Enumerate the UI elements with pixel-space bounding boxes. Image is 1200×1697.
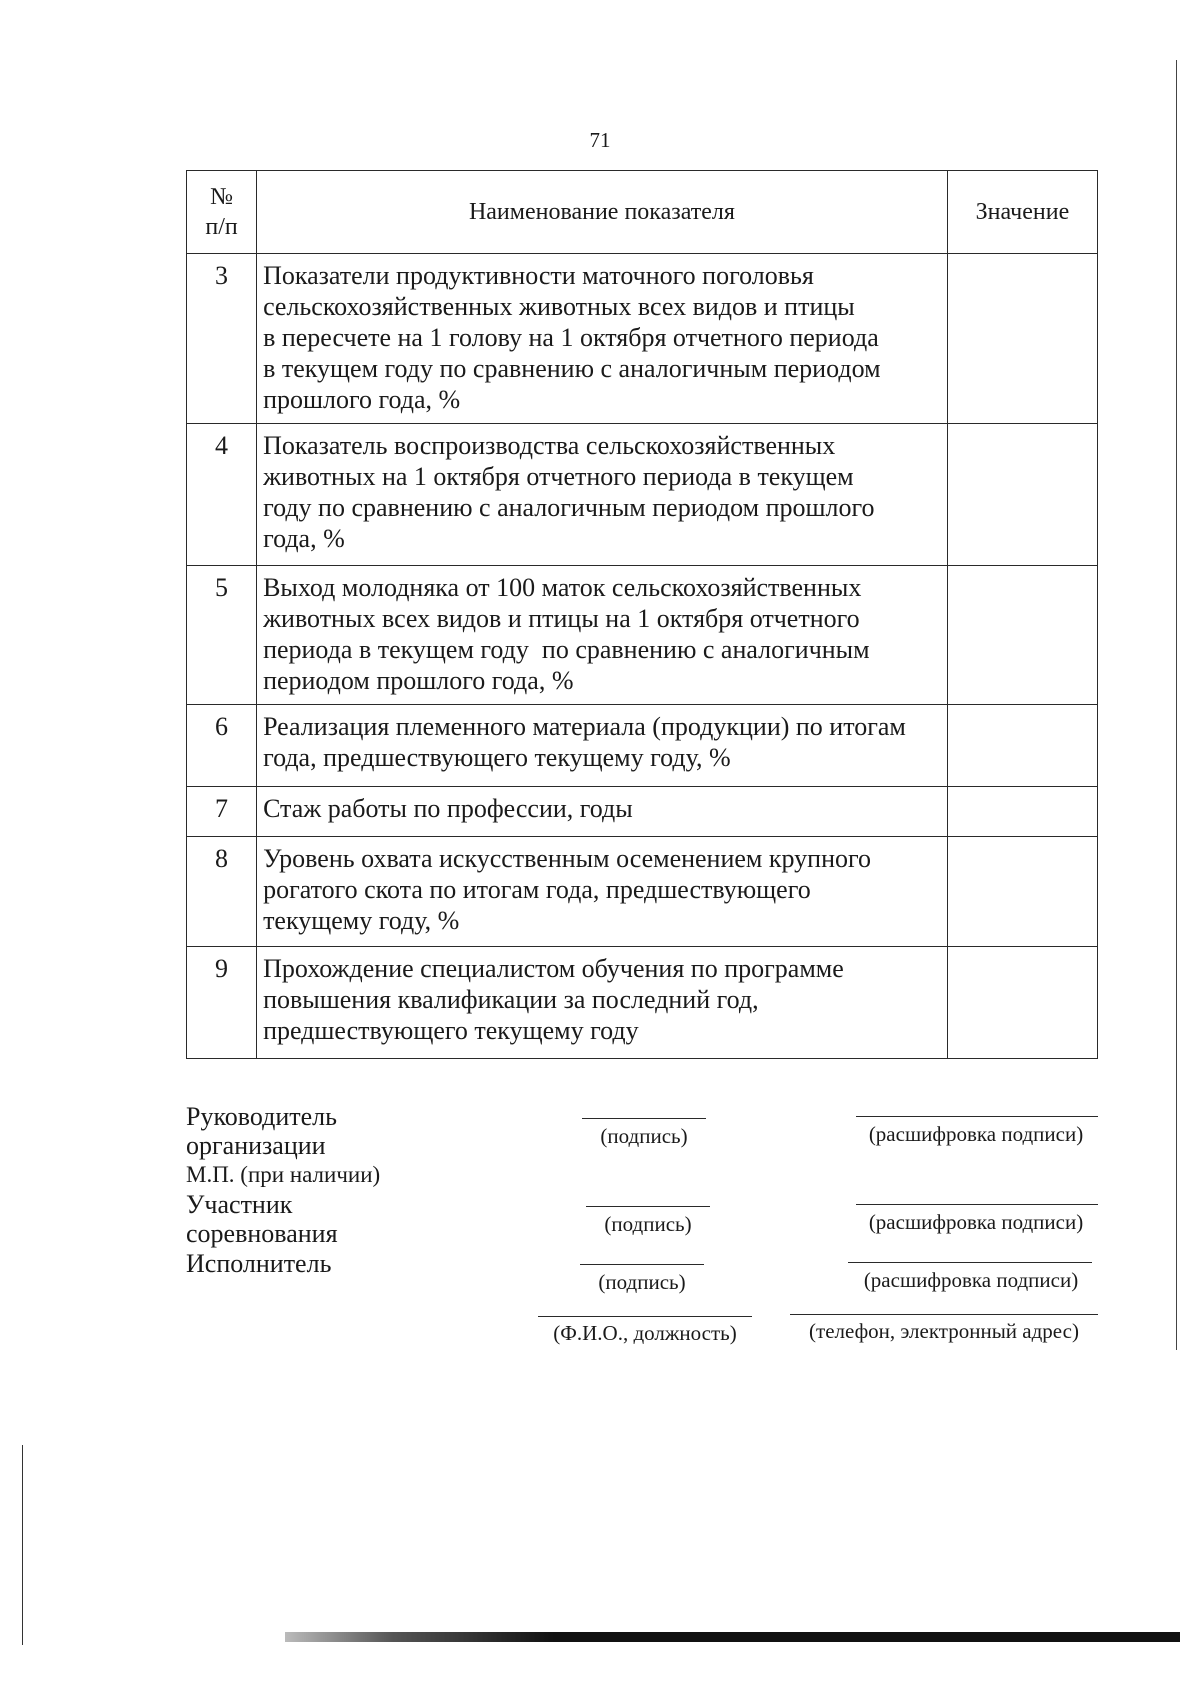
indicator-name-line: Показатель воспроизводства сельскохозяйственных <box>263 431 836 460</box>
head-decoding-caption: (расшифровка подписи) <box>868 1122 1084 1146</box>
page-number: 71 <box>589 128 611 152</box>
scan-edge-bar <box>285 1632 1180 1642</box>
scan-margin-line-left <box>22 1445 23 1645</box>
indicator-name-line: Реализация племенного материала (продукции) по итогам <box>263 712 906 741</box>
row-number: 3 <box>187 254 257 424</box>
indicator-name-line: Выход молодняка от 100 маток сельскохозяйственных <box>263 573 862 602</box>
indicator-name-line: прошлого года, % <box>263 385 461 414</box>
head-label-line1: Руководитель <box>186 1102 337 1131</box>
indicator-name-line: в пересчете на 1 голову на 1 октября отчетного периода <box>263 323 879 352</box>
indicator-name-line: в текущем году по сравнению с аналогичным периодом <box>263 354 881 383</box>
header-number-sign: № <box>210 184 233 210</box>
row-number: 9 <box>187 947 257 1059</box>
header-value: Значение <box>947 171 1097 254</box>
scan-margin-line-right <box>1176 60 1177 1350</box>
indicator-name-line: рогатого скота по итогам года, предшествующего <box>263 875 811 904</box>
executor-signature-line[interactable] <box>580 1264 704 1265</box>
header-number-abbr: п/п <box>205 214 238 240</box>
head-decoding-line[interactable] <box>856 1116 1098 1117</box>
row-number: 6 <box>187 705 257 787</box>
participant-label-line1: Участник <box>186 1190 293 1219</box>
indicator-name-line: периодом прошлого года, % <box>263 666 574 695</box>
executor-signature-caption: (подпись) <box>598 1270 686 1294</box>
row-number: 4 <box>187 424 257 566</box>
indicator-name-line: текущему году, % <box>263 906 460 935</box>
indicator-name-line: Стаж работы по профессии, годы <box>263 794 633 823</box>
stamp-label: М.П. (при наличии) <box>186 1162 381 1187</box>
name-position-caption: (Ф.И.О., должность) <box>553 1321 737 1345</box>
header-indicator-name: Наименование показателя <box>257 171 948 254</box>
contacts-caption: (телефон, электронный адрес) <box>809 1319 1079 1343</box>
indicator-name-line: периода в текущем году по сравнению с аналогичным <box>263 635 870 664</box>
indicator-name-line: году по сравнению с аналогичным периодом прошлого <box>263 493 875 522</box>
executor-name-line[interactable] <box>538 1316 752 1317</box>
participant-decoding-caption: (расшифровка подписи) <box>868 1210 1084 1234</box>
indicator-name-line: года, % <box>263 524 345 553</box>
indicator-name-line: повышения квалификации за последний год, <box>263 985 759 1014</box>
head-signature-caption: (подпись) <box>600 1124 688 1148</box>
executor-contacts-line[interactable] <box>790 1314 1098 1315</box>
participant-signature-caption: (подпись) <box>604 1212 692 1236</box>
head-signature-line[interactable] <box>582 1118 706 1119</box>
participant-signature-line[interactable] <box>586 1206 710 1207</box>
executor-label: Исполнитель <box>186 1249 332 1278</box>
row-number: 7 <box>187 787 257 837</box>
indicator-name-line: животных на 1 октября отчетного периода в текущем <box>263 462 854 491</box>
executor-decoding-line[interactable] <box>848 1262 1092 1263</box>
row-number: 8 <box>187 837 257 947</box>
row-number: 5 <box>187 566 257 705</box>
indicator-name-line: Показатели продуктивности маточного поголовья <box>263 261 814 290</box>
executor-decoding-caption: (расшифровка подписи) <box>863 1268 1079 1292</box>
indicator-name-line: сельскохозяйственных животных всех видов и птицы <box>263 292 855 321</box>
head-label-line2: организации <box>186 1131 326 1160</box>
indicator-name-line: предшествующего текущему году <box>263 1016 639 1045</box>
indicator-name-line: Прохождение специалистом обучения по программе <box>263 954 844 983</box>
indicator-name-line: года, предшествующего текущему году, % <box>263 743 731 772</box>
participant-label-line2: соревнования <box>186 1219 338 1248</box>
participant-decoding-line[interactable] <box>856 1204 1098 1205</box>
indicator-name-line: Уровень охвата искусственным осеменением крупного <box>263 844 872 873</box>
indicator-name-line: животных всех видов и птицы на 1 октября отчетного <box>263 604 860 633</box>
